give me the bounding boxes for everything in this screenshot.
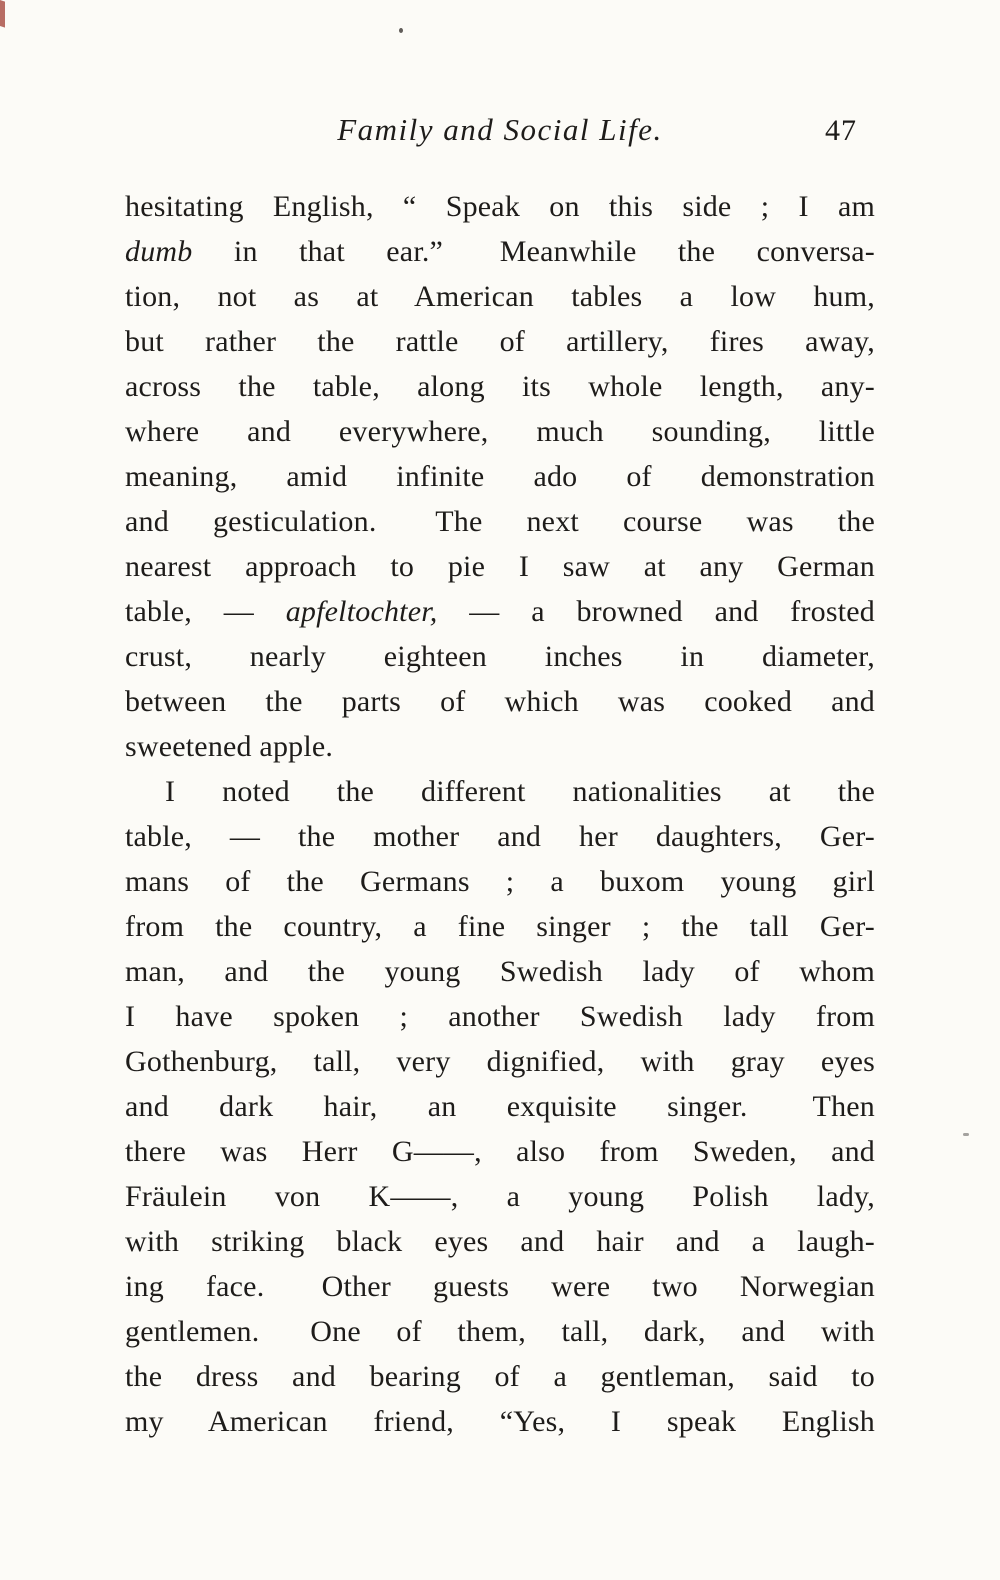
text-line: from the country, a fine singer ; the tall Ger- (125, 910, 875, 943)
line-segment-italic: dumb (125, 235, 193, 268)
text-line: the dress and bearing of a gentleman, said to (125, 1360, 875, 1393)
text-line: my American friend, “Yes, I speak English (125, 1405, 875, 1438)
text-line: across the table, along its whole length, any- (125, 370, 875, 403)
text-line: but rather the rattle of artillery, fires away, (125, 325, 875, 358)
text-line: between the parts of which was cooked and (125, 685, 875, 718)
text-line: Fräulein von K——, a young Polish lady, (125, 1180, 875, 1213)
text-line: and gesticulation. The next course was the (125, 505, 875, 538)
text-line: where and everywhere, much sounding, little (125, 415, 875, 448)
running-header (125, 112, 875, 158)
text-line: Gothenburg, tall, very dignified, with gray eyes (125, 1045, 875, 1078)
text-line: I have spoken ; another Swedish lady from (125, 1000, 875, 1033)
text-line: ing face. Other guests were two Norwegian (125, 1270, 875, 1303)
text-line: nearest approach to pie I saw at any German (125, 550, 875, 583)
text-line: table, — the mother and her daughters, Ger- (125, 820, 875, 853)
text-line: gentlemen. One of them, tall, dark, and with (125, 1315, 875, 1348)
page-title: Family and Social Life. (337, 112, 663, 147)
text-line: hesitating English, “ Speak on this side ; I am (125, 190, 875, 223)
text-line: there was Herr G——, also from Sweden, and (125, 1135, 875, 1168)
text-line: tion, not as at American tables a low hum, (125, 280, 875, 313)
text-line: man, and the young Swedish lady of whom (125, 955, 875, 988)
text-line: sweetened apple. (125, 730, 334, 763)
text-line: I noted the different nationalities at the (165, 775, 875, 808)
text-line: and dark hair, an exquisite singer. Then (125, 1090, 875, 1123)
text-line: mans of the Germans ; a buxom young girl (125, 865, 875, 898)
scan-speck (963, 1133, 969, 1136)
page-number: 47 (825, 114, 857, 147)
line-segment: in that ear.” Meanwhile the conversa- (192, 235, 875, 268)
line-segment: table, — (125, 595, 286, 628)
text-line: crust, nearly eighteen inches in diameter, (125, 640, 875, 673)
text-line (125, 589, 875, 634)
text-line (125, 229, 875, 274)
text-line: with striking black eyes and hair and a laugh- (125, 1225, 875, 1258)
scan-speck (399, 28, 403, 33)
line-segment-italic: apfeltochter, (285, 595, 438, 628)
scan-corner-mark (0, 0, 5, 28)
body-text (125, 184, 875, 1444)
line-segment: — a browned and frosted (437, 595, 875, 628)
text-line: meaning, amid infinite ado of demonstration (125, 460, 875, 493)
